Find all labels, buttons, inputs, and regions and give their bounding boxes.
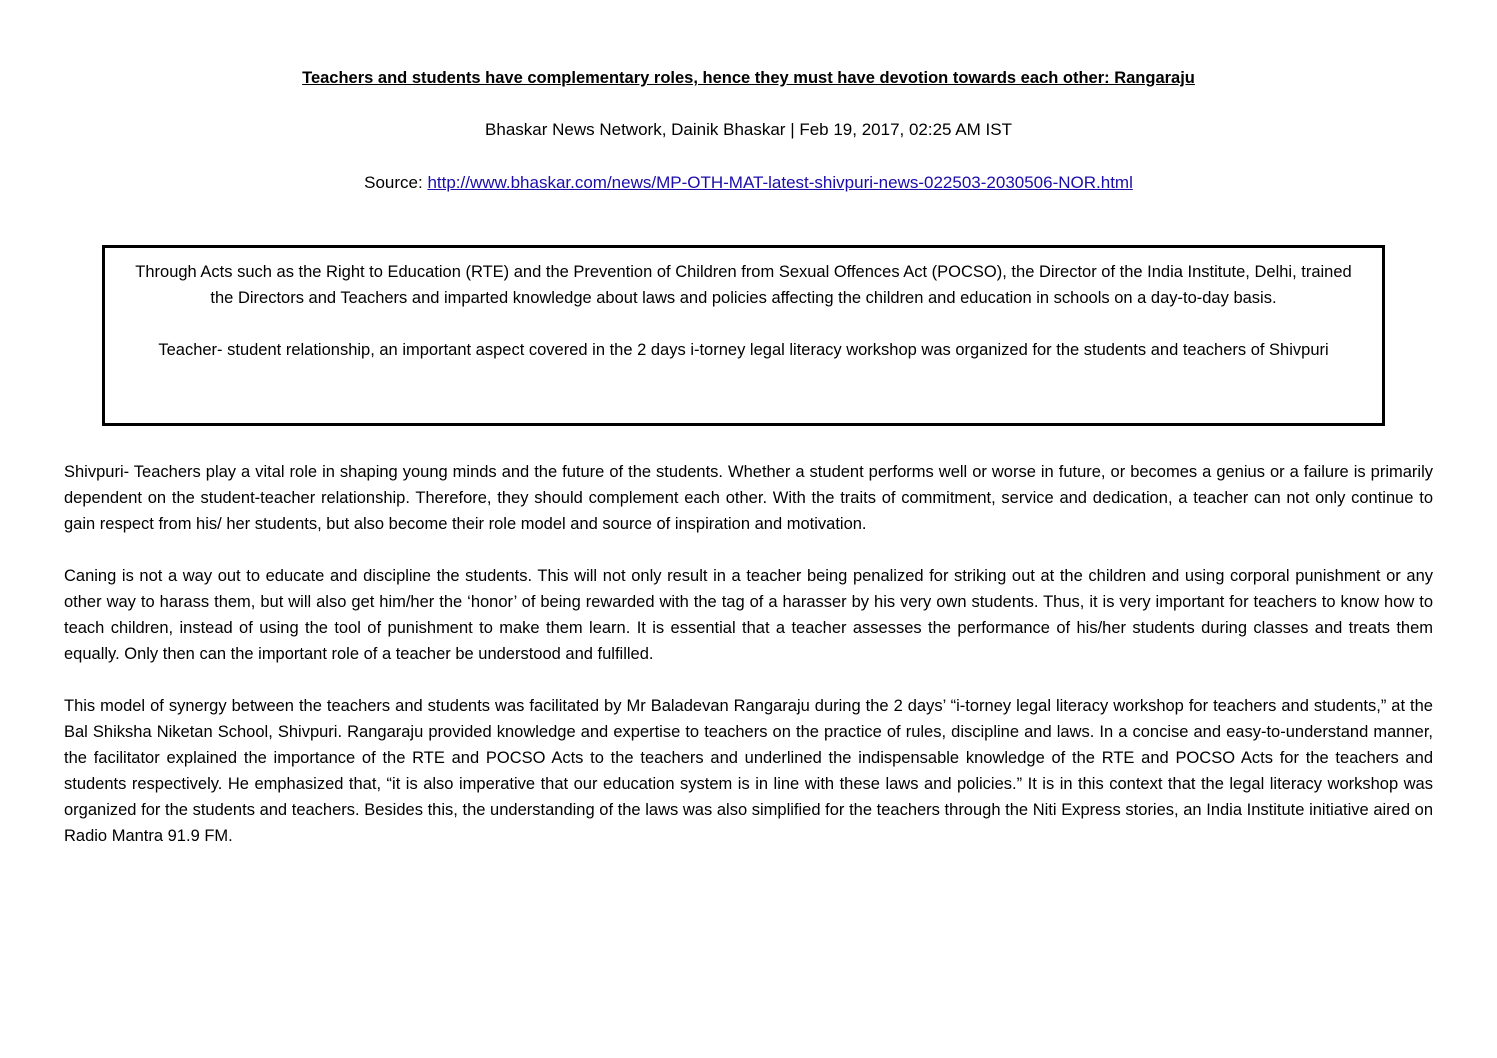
summary-paragraph: Through Acts such as the Right to Education (RTE) and the Prevention of Children from Sexual Offences Act (POCSO), the Director of the India Institute, Delhi, trained the Directors and Teachers and imparted knowledge about laws and policies affecting the children and education in schools on a day-to-day basis. <box>135 263 1352 307</box>
source-link[interactable]: http://www.bhaskar.com/news/MP-OTH-MAT-latest-shivpuri-news-022503-2030506-NOR.html <box>427 173 1133 192</box>
article-source <box>0 172 1497 194</box>
summary-paragraph: Teacher- student relationship, an important aspect covered in the 2 days i-torney legal literacy workshop was organized for the students and teachers of Shivpuri <box>158 341 1329 359</box>
body-paragraph: Shivpuri- Teachers play a vital role in shaping young minds and the future of the students. Whether a student performs well or worse in future, or becomes a genius or a failure is primarily dependent on the student-teacher relationship. Therefore, they should complement each other. With the traits of commitment, service and dedication, a teacher can not only continue to gain respect from his/ her students, but also become their role model and source of inspiration and motivation. <box>64 463 1433 533</box>
body-paragraph: This model of synergy between the teachers and students was facilitated by Mr Baladevan Rangaraju during the 2 days’ “i-torney legal literacy workshop for teachers and students,” at the Bal Shiksha Niketan School, Shivpuri. Rangaraju provided knowledge and expertise to teachers on the practice of rules, discipline and laws. In a concise and easy-to-understand manner, the facilitator explained the importance of the RTE and POCSO Acts to the teachers and underlined the indispensable knowledge of the RTE and POCSO Acts for the teachers and students respectively. He emphasized that, “it is also imperative that our education system is in line with these laws and policies.” It is in this context that the legal literacy workshop was organized for the students and teachers. Besides this, the understanding of the laws was also simplified for the teachers through the Niti Express stories, an India Institute initiative aired on Radio Mantra 91.9 FM. <box>64 697 1433 845</box>
article-body <box>64 459 1433 875</box>
summary-box <box>102 245 1385 426</box>
body-paragraph: Caning is not a way out to educate and discipline the students. This will not only result in a teacher being penalized for striking out at the children and using corporal punishment or any other way to harass them, but will also get him/her the ‘honor’ of being rewarded with the tag of a harasser by his very own students. Thus, it is very important for teachers to know how to teach children, instead of using the tool of punishment to make them learn. It is essential that a teacher assesses the performance of his/her students during classes and treats them equally. Only then can the important role of a teacher be understood and fulfilled. <box>64 567 1433 663</box>
source-label: Source: <box>364 173 428 192</box>
article-headline: Teachers and students have complementary roles, hence they must have devotion towards each other: Rangaraju <box>302 69 1195 87</box>
article-byline: Bhaskar News Network, Dainik Bhaskar | Feb 19, 2017, 02:25 AM IST <box>485 120 1012 139</box>
